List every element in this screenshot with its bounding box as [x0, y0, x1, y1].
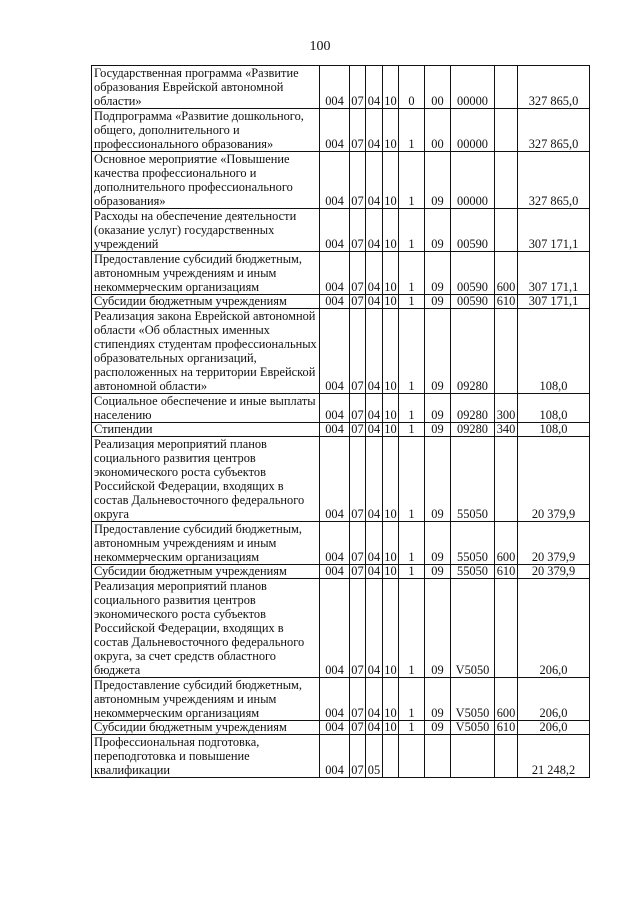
program-code-cell: 10: [383, 209, 399, 252]
row-name-cell: Основное мероприятие «Повышение качества профессионального и дополнительного профессионального образования»: [92, 152, 320, 209]
table-row: [92, 735, 590, 778]
section-code-cell: 07: [350, 522, 366, 565]
subprogram-code-cell: 1: [399, 295, 425, 309]
direction-code-cell: 55050: [451, 565, 495, 579]
event-code-cell: 09: [425, 721, 451, 735]
direction-code-cell: 55050: [451, 437, 495, 522]
direction-code-cell: [451, 735, 495, 778]
direction-code-cell: V5050: [451, 721, 495, 735]
expense-type-code-cell: [495, 309, 518, 394]
amount-cell: 307 171,1: [518, 252, 590, 295]
subprogram-code-cell: 1: [399, 209, 425, 252]
event-code-cell: 09: [425, 252, 451, 295]
direction-code-cell: 09280: [451, 394, 495, 423]
section-code-cell: 07: [351, 564, 364, 578]
budget-table: [91, 65, 590, 778]
direction-code-cell: 00000: [451, 152, 495, 209]
program-code-cell: 10: [383, 252, 399, 295]
program-code-cell: [383, 735, 399, 778]
subsection-code-cell: 04: [366, 109, 383, 152]
table-row: [92, 152, 590, 209]
expense-type-code-cell: 600: [495, 678, 518, 721]
row-name-cell: Субсидии бюджетным учреждениям: [92, 721, 320, 735]
section-code-cell: 07: [351, 720, 364, 734]
program-code-cell: 10: [384, 294, 397, 308]
ministry-code-cell: 004: [320, 209, 350, 252]
event-code-cell: 09: [425, 522, 451, 565]
event-code-cell: 09: [425, 394, 451, 423]
section-code-cell: 07: [350, 152, 366, 209]
amount-cell: 108,0: [518, 309, 590, 394]
section-code-cell: 07: [350, 209, 366, 252]
section-code-cell: 07: [350, 109, 366, 152]
table-row: [92, 109, 590, 152]
ministry-code-cell: 004: [320, 394, 350, 423]
ministry-code-cell: 004: [320, 565, 350, 579]
direction-code-cell: 00590: [451, 209, 495, 252]
expense-type-code-cell: 610: [495, 721, 518, 735]
subprogram-code-cell: 1: [399, 579, 425, 678]
table-row: [92, 252, 590, 295]
table-row: [92, 565, 590, 579]
ministry-code-cell: 004: [320, 678, 350, 721]
row-name-cell: Реализация мероприятий планов социального развития центров экономического роста субъектов Российской Федерации, входящих в состав Дальневосточного федерального округа, за счет средств областного бюджета: [92, 579, 320, 678]
subsection-code-cell: 04: [366, 209, 383, 252]
amount-cell: 108,0: [518, 394, 590, 423]
event-code-cell: 09: [425, 423, 451, 437]
expense-type-code-cell: 300: [495, 394, 518, 423]
amount-cell: 327 865,0: [518, 66, 590, 109]
table-row: [92, 66, 590, 109]
subprogram-code-cell: 1: [399, 721, 425, 735]
table-row: [92, 522, 590, 565]
event-code-cell: [425, 735, 451, 778]
subprogram-code-cell: 1: [399, 252, 425, 295]
subsection-code-cell: 04: [366, 394, 383, 423]
expense-type-code-cell: 610: [495, 295, 518, 309]
table-row: [92, 721, 590, 735]
subprogram-code-cell: 0: [399, 66, 425, 109]
expense-type-code-cell: [495, 579, 518, 678]
ministry-code-cell: 004: [320, 309, 350, 394]
page-number: 100: [309, 39, 331, 54]
amount-cell: 20 379,9: [518, 565, 590, 579]
ministry-code-cell: 004: [320, 437, 350, 522]
subprogram-code-cell: 1: [399, 309, 425, 394]
direction-code-cell: 09280: [451, 423, 495, 437]
expense-type-code-cell: [495, 66, 518, 109]
ministry-code-cell: 004: [320, 152, 350, 209]
event-code-cell: 09: [425, 209, 451, 252]
row-name-cell: Социальное обеспечение и иные выплаты населению: [92, 394, 320, 423]
ministry-code-cell: 004: [320, 252, 350, 295]
program-code-cell: 10: [383, 437, 399, 522]
subsection-code-cell: 04: [366, 295, 383, 309]
row-name-cell: Реализация закона Еврейской автономной области «Об областных именных стипендиях студентам профессиональных образовательных организаций, расположенных на территории Еврейской автономной области»: [92, 309, 320, 394]
expense-type-code-cell: 600: [495, 252, 518, 295]
row-name-cell: Государственная программа «Развитие образования Еврейской автономной области»: [92, 66, 320, 109]
ministry-code-cell: 004: [320, 109, 350, 152]
direction-code-cell: 00000: [451, 66, 495, 109]
event-code-cell: 09: [425, 565, 451, 579]
expense-type-code-cell: [495, 209, 518, 252]
amount-cell: 327 865,0: [518, 109, 590, 152]
expense-type-code-cell: 610: [495, 565, 518, 579]
amount-cell: 20 379,9: [518, 522, 590, 565]
table-row: [92, 579, 590, 678]
program-code-cell: 10: [384, 564, 397, 578]
program-code-cell: 10: [383, 678, 399, 721]
program-code-cell: 10: [384, 720, 397, 734]
amount-cell: 206,0: [518, 579, 590, 678]
subprogram-code-cell: [399, 735, 425, 778]
table-row: [92, 309, 590, 394]
subsection-code-cell: 04: [366, 522, 383, 565]
subprogram-code-cell: 1: [399, 423, 425, 437]
subsection-code-cell: 04: [366, 437, 383, 522]
ministry-code-cell: 004: [320, 295, 350, 309]
section-code-cell: 07: [350, 678, 366, 721]
program-code-cell: 10: [383, 309, 399, 394]
expense-type-code-cell: [495, 735, 518, 778]
direction-code-cell: 00000: [451, 109, 495, 152]
direction-code-cell: 09280: [451, 309, 495, 394]
table-row: [92, 437, 590, 522]
amount-cell: 307 171,1: [518, 295, 590, 309]
table-row: [92, 209, 590, 252]
table-row: [92, 423, 590, 437]
table-row: [92, 295, 590, 309]
event-code-cell: 00: [425, 109, 451, 152]
subprogram-code-cell: 1: [399, 678, 425, 721]
event-code-cell: 00: [425, 66, 451, 109]
direction-code-cell: 55050: [451, 522, 495, 565]
table-row: [92, 678, 590, 721]
subsection-code-cell: 04: [366, 252, 383, 295]
row-name-cell: Подпрограмма «Развитие дошкольного, общего, дополнительного и профессионального образования»: [92, 109, 320, 152]
row-name-cell: Предоставление субсидий бюджетным, автономным учреждениям и иным некоммерческим организациям: [92, 678, 320, 721]
table-row: [92, 394, 590, 423]
event-code-cell: 09: [425, 309, 451, 394]
program-code-cell: 10: [383, 522, 399, 565]
event-code-cell: 09: [425, 678, 451, 721]
subsection-code-cell: 04: [366, 309, 383, 394]
row-name-cell: Реализация мероприятий планов социального развития центров экономического роста субъектов Российской Федерации, входящих в состав Дальневосточного федерального округа: [92, 437, 320, 522]
row-name-cell: Стипендии: [92, 423, 320, 437]
direction-code-cell: 00590: [451, 252, 495, 295]
subprogram-code-cell: 1: [399, 565, 425, 579]
amount-cell: 21 248,2: [518, 735, 590, 778]
subsection-code-cell: 04: [366, 678, 383, 721]
program-code-cell: 10: [383, 152, 399, 209]
program-code-cell: 10: [383, 109, 399, 152]
expense-type-code-cell: [495, 109, 518, 152]
subprogram-code-cell: 1: [399, 109, 425, 152]
program-code-cell: 10: [384, 422, 397, 436]
program-code-cell: 10: [383, 66, 399, 109]
subprogram-code-cell: 1: [399, 152, 425, 209]
expense-type-code-cell: 600: [495, 522, 518, 565]
amount-cell: 20 379,9: [518, 437, 590, 522]
subsection-code-cell: 04: [366, 565, 383, 579]
section-code-cell: 07: [350, 309, 366, 394]
expense-type-code-cell: [495, 437, 518, 522]
section-code-cell: 07: [351, 294, 364, 308]
section-code-cell: 07: [350, 437, 366, 522]
subsection-code-cell: 04: [366, 579, 383, 678]
ministry-code-cell: 004: [320, 66, 350, 109]
section-code-cell: 07: [350, 394, 366, 423]
section-code-cell: 07: [350, 252, 366, 295]
direction-code-cell: V5050: [451, 678, 495, 721]
section-code-cell: 07: [350, 66, 366, 109]
row-name-cell: Предоставление субсидий бюджетным, автономным учреждениям и иным некоммерческим организациям: [92, 252, 320, 295]
subsection-code-cell: 04: [366, 66, 383, 109]
expense-type-code-cell: [495, 152, 518, 209]
event-code-cell: 09: [425, 579, 451, 678]
direction-code-cell: V5050: [451, 579, 495, 678]
ministry-code-cell: 004: [320, 721, 350, 735]
section-code-cell: 07: [350, 735, 366, 778]
subsection-code-cell: 05: [366, 735, 383, 778]
program-code-cell: 10: [383, 579, 399, 678]
amount-cell: 108,0: [518, 423, 590, 437]
subsection-code-cell: 04: [366, 152, 383, 209]
row-name-cell: Субсидии бюджетным учреждениям: [92, 295, 320, 309]
ministry-code-cell: 004: [320, 735, 350, 778]
row-name-cell: Субсидии бюджетным учреждениям: [92, 565, 320, 579]
amount-cell: 206,0: [518, 678, 590, 721]
section-code-cell: 07: [350, 579, 366, 678]
event-code-cell: 09: [425, 152, 451, 209]
ministry-code-cell: 004: [320, 423, 350, 437]
subsection-code-cell: 04: [366, 423, 383, 437]
ministry-code-cell: 004: [320, 579, 350, 678]
row-name-cell: Расходы на обеспечение деятельности (оказание услуг) государственных учреждений: [92, 209, 320, 252]
row-name-cell: Профессиональная подготовка, переподготовка и повышение квалификации: [92, 735, 320, 778]
subprogram-code-cell: 1: [399, 437, 425, 522]
amount-cell: 327 865,0: [518, 152, 590, 209]
event-code-cell: 09: [425, 295, 451, 309]
direction-code-cell: 00590: [451, 295, 495, 309]
ministry-code-cell: 004: [320, 522, 350, 565]
section-code-cell: 07: [351, 422, 364, 436]
expense-type-code-cell: 340: [495, 423, 518, 437]
program-code-cell: 10: [383, 394, 399, 423]
row-name-cell: Предоставление субсидий бюджетным, автономным учреждениям и иным некоммерческим организациям: [92, 522, 320, 565]
subprogram-code-cell: 1: [399, 522, 425, 565]
amount-cell: 206,0: [518, 721, 590, 735]
event-code-cell: 09: [425, 437, 451, 522]
budget-table-body: [92, 66, 590, 778]
amount-cell: 307 171,1: [518, 209, 590, 252]
subprogram-code-cell: 1: [399, 394, 425, 423]
subsection-code-cell: 04: [366, 721, 383, 735]
